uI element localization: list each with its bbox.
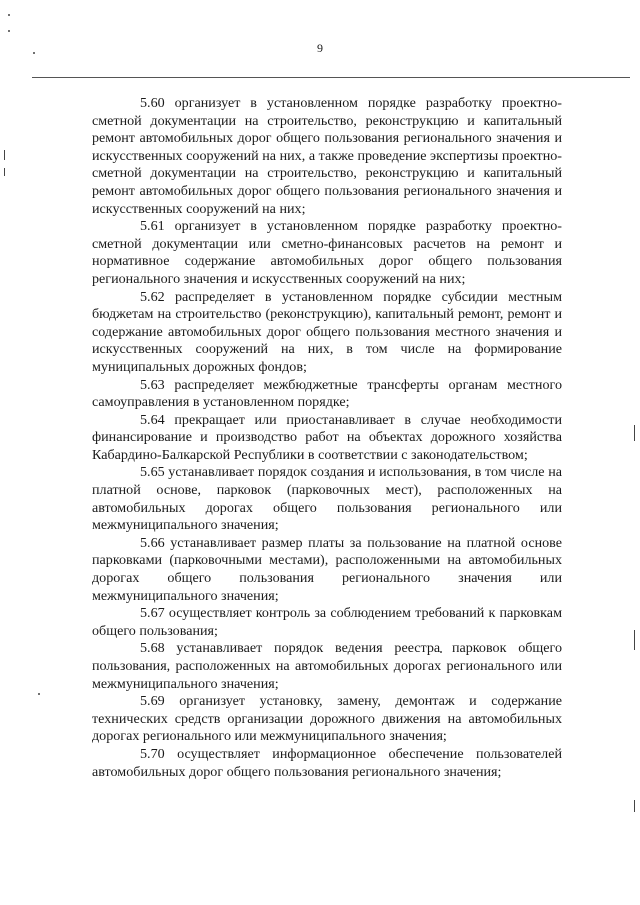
scan-artifact — [4, 150, 5, 160]
scan-artifact — [634, 800, 635, 812]
clause-5-70: 5.70 осуществляет информационное обеспечение пользователей автомобильных дорог общего пользования регионального значения; — [92, 745, 562, 780]
document-body — [92, 95, 562, 781]
scan-artifact — [4, 168, 5, 176]
scan-artifact — [634, 425, 635, 441]
scan-artifact — [8, 30, 10, 32]
header-rule — [32, 77, 630, 78]
scan-artifact — [33, 52, 35, 54]
scan-artifact — [8, 14, 10, 16]
clause-5-60: 5.60 организует в установленном порядке разработку проектно-сметной документации на строительство, реконструкцию и капитальный ремонт автомобильных дорог общего пользования регионального значения и искусственных сооружений на них, а также проведение экспертизы проектно-сметной документации на строительство, реконструкцию и капитальный ремонт автомобильных дорог общего пользования регионального значения и искусственных сооружений на них; — [92, 95, 562, 217]
clause-5-67: 5.67 осуществляет контроль за соблюдением требований к парковкам общего пользования; — [92, 605, 562, 639]
clause-5-66: 5.66 устанавливает размер платы за пользование на платной основе парковками (парковочными местами), расположенными на автомобильных дорогах общего пользования регионального значения или межмуниципального значения; — [92, 534, 562, 604]
clause-5-61: 5.61 организует в установленном порядке разработку проектно-сметной документации или сметно-финансовых расчетов на ремонт и нормативное содержание автомобильных дорог общего пользования регионального значения и искусственных сооружений на них; — [92, 218, 562, 287]
clause-5-65: 5.65 устанавливает порядок создания и использования, в том числе на платной основе, парковок (парковочных мест), расположенных на автомобильных дорогах общего пользования регионального или межмуниципального значения; — [92, 464, 562, 534]
page-number: 9 — [317, 41, 323, 55]
clause-5-68: 5.68 устанавливает порядок ведения реестра парковок общего пользования, расположенных на автомобильных дорогах регионального или межмуниципального значения; — [92, 640, 562, 692]
scan-artifact — [634, 630, 635, 650]
scan-artifact — [38, 693, 40, 695]
clause-5-64: 5.64 прекращает или приостанавливает в случае необходимости финансирование и производство работ на объектах дорожного хозяйства Кабардино-Балкарской Республики в соответствии с законодательством; — [92, 411, 562, 463]
clause-5-63: 5.63 распределяет межбюджетные трансферты органам местного самоуправления в установленном порядке; — [92, 376, 562, 411]
clause-5-69: 5.69 организует установку, замену, демонтаж и содержание технических средств организации дорожного движения на автомобильных дорогах регионального или межмуниципального значения; — [92, 693, 562, 745]
clause-5-62: 5.62 распределяет в установленном порядке субсидии местным бюджетам на строительство (реконструкцию), капитальный ремонт, ремонт и содержание автомобильных дорог общего пользования местного значения и искусственных сооружений на них, в том числе на формирование муниципальных дорожных фондов; — [92, 288, 562, 375]
